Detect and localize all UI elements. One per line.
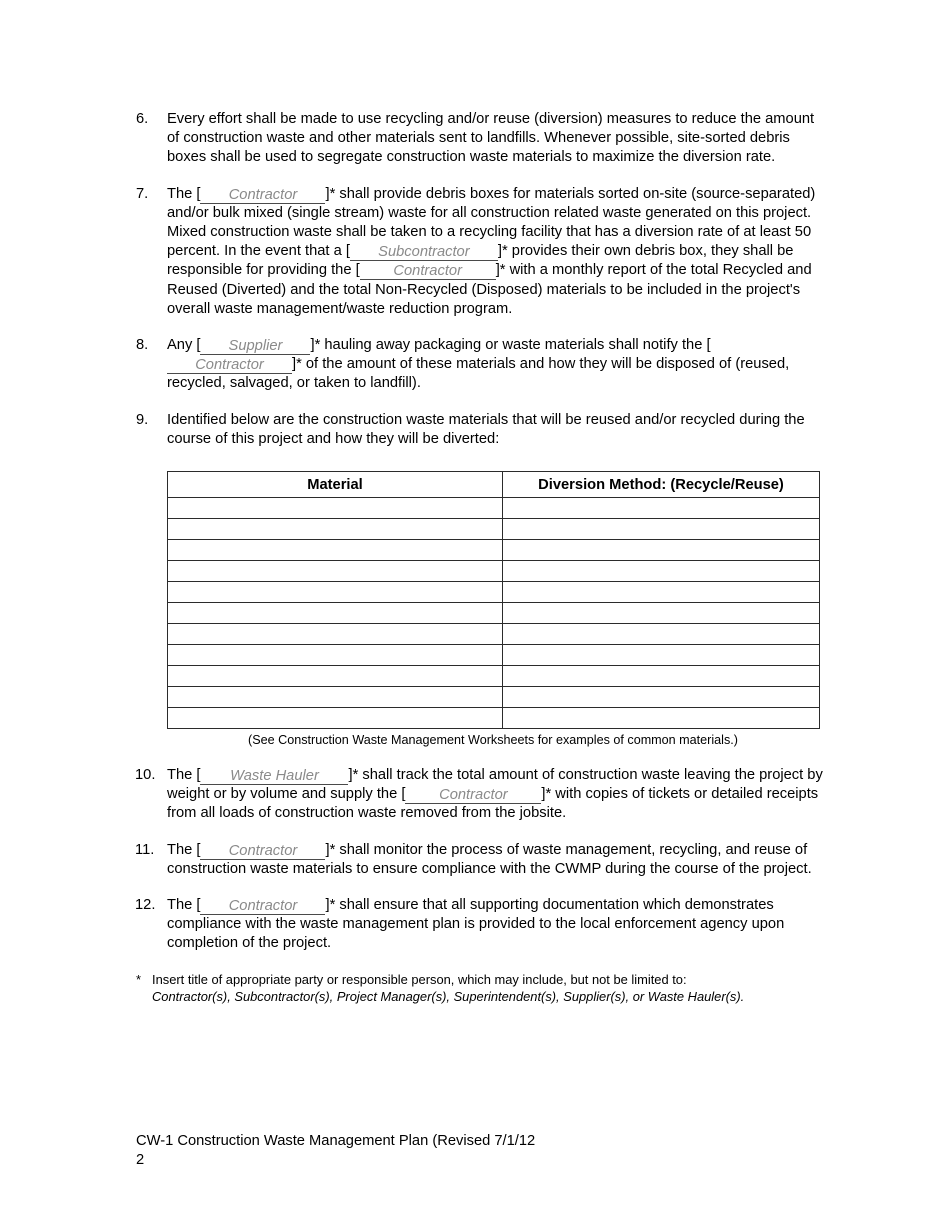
- footnote-line-1: Insert title of appropriate party or responsible person, which may include, but not be limited to:: [152, 971, 687, 987]
- clause-number: 11.: [135, 841, 155, 858]
- table-row: [168, 645, 820, 666]
- clause-text: ]* with copies of tickets or detailed receipts from all loads of construction waste removed from the jobsite.: [167, 786, 819, 822]
- fill-in-blank-contractor[interactable]: Contractor: [167, 358, 292, 374]
- clause-text: Every effort shall be made to use recycling and/or reuse (diversion) measures to reduce the amount of construction waste and other materials sent to landfills. Whenever possible, site-sorted debris boxes shall be used to segregate construction waste materials to maximize the diversion rate.: [167, 111, 815, 166]
- fill-in-blank-subcontractor[interactable]: Subcontractor: [350, 245, 498, 261]
- cell-material[interactable]: [168, 540, 503, 561]
- fill-in-blank-waste-hauler[interactable]: Waste Hauler: [200, 769, 348, 785]
- materials-table-wrapper: [167, 471, 819, 729]
- clause-11: [136, 841, 826, 879]
- clause-number: 7.: [136, 185, 149, 202]
- cell-diversion-method[interactable]: [503, 687, 820, 708]
- clause-8: [136, 336, 826, 394]
- cell-diversion-method[interactable]: [503, 645, 820, 666]
- clause-number: 10.: [135, 767, 156, 784]
- cell-material[interactable]: [168, 603, 503, 624]
- table-row: [168, 708, 820, 729]
- cell-material[interactable]: [168, 519, 503, 540]
- clause-text: ]* provides their own debris box, they shall be responsible for providing the [: [167, 243, 794, 279]
- cell-diversion-method[interactable]: [503, 561, 820, 582]
- clause-text: Any [: [167, 337, 201, 354]
- clause-body: [167, 111, 814, 165]
- table-header-row: [168, 472, 820, 498]
- clause-text: ]* shall ensure that all supporting documentation which demonstrates compliance with the waste management plan is provided to the local enforcement agency upon completion of the project.: [167, 897, 785, 952]
- cell-material[interactable]: [168, 498, 503, 519]
- clause-text: ]* with a monthly report of the total Recycled and Reused (Diverted) and the total Non-Recycled (Disposed) materials to be included in the project's overall waste management/waste reduction program.: [167, 262, 812, 317]
- clause-number: 6.: [136, 111, 149, 127]
- page-footer: [136, 1132, 836, 1170]
- cell-material[interactable]: [168, 666, 503, 687]
- fill-in-blank-contractor[interactable]: Contractor: [200, 899, 325, 915]
- cell-diversion-method[interactable]: [503, 666, 820, 687]
- clause-text: ]* shall track the total amount of construction waste leaving the project by weight or by volume and supply the [: [167, 767, 823, 803]
- clause-text: ]* of the amount of these materials and how they will be disposed of (reused, recycled, salvaged, or taken to landfill).: [167, 356, 790, 392]
- cell-diversion-method[interactable]: [503, 624, 820, 645]
- footnote-marker: *: [136, 971, 142, 987]
- cell-material[interactable]: [168, 624, 503, 645]
- clause-text: The [: [167, 767, 201, 784]
- clause-12: [136, 896, 826, 954]
- clause-10: [136, 766, 826, 824]
- clause-9: [136, 411, 826, 449]
- clause-body: [167, 186, 815, 317]
- fill-in-blank-contractor[interactable]: Contractor: [405, 788, 541, 804]
- clause-body: [167, 337, 789, 391]
- cell-material[interactable]: [168, 561, 503, 582]
- table-row: [168, 666, 820, 687]
- clause-text: Identified below are the construction waste materials that will be reused and/or recycled during the course of this project and how they will be diverted:: [167, 411, 805, 447]
- cell-diversion-method[interactable]: [503, 708, 820, 729]
- fill-in-blank-supplier[interactable]: Supplier: [200, 339, 310, 355]
- clause-text: ]* shall provide debris boxes for materials sorted on-site (source-separated) and/or bulk mixed (single stream) waste for all construction related waste generated on this project. Mixed construction waste shall be taken to a recycling facility that has a diversion rate of at least 50 percent. In the event that a [: [167, 185, 816, 260]
- table-row: [168, 624, 820, 645]
- clause-6: [136, 110, 826, 168]
- clause-number: 12.: [135, 897, 156, 914]
- footnote-line-2: Contractor(s), Subcontractor(s), Project Manager(s), Superintendent(s), Supplier(s), or Waste Hauler(s).: [152, 988, 745, 1004]
- clause-7: [136, 185, 826, 319]
- cell-diversion-method[interactable]: [503, 582, 820, 603]
- cell-material[interactable]: [168, 687, 503, 708]
- clause-number: 8.: [136, 337, 149, 354]
- materials-table: [167, 471, 820, 729]
- table-row: [168, 498, 820, 519]
- clause-number: 9.: [136, 411, 149, 428]
- page-content: [136, 110, 826, 1005]
- fill-in-blank-contractor[interactable]: Contractor: [200, 188, 325, 204]
- clause-list-lower: [136, 766, 826, 954]
- cell-diversion-method[interactable]: [503, 540, 820, 561]
- materials-table-caption: (See Construction Waste Management Worksheets for examples of common materials.): [248, 733, 738, 748]
- clause-body: [167, 842, 812, 877]
- fill-in-blank-contractor[interactable]: Contractor: [200, 844, 325, 860]
- footer-title: CW-1 Construction Waste Management Plan (Revised 7/1/12: [136, 1133, 536, 1149]
- footnote: [136, 971, 826, 1005]
- clause-text: ]* hauling away packaging or waste materials shall notify the [: [310, 337, 711, 354]
- cell-material[interactable]: [168, 582, 503, 603]
- table-row: [168, 519, 820, 540]
- table-row: [168, 582, 820, 603]
- table-row: [168, 561, 820, 582]
- clause-body: [167, 897, 784, 951]
- clause-body: [167, 412, 805, 447]
- fill-in-blank-contractor[interactable]: Contractor: [360, 264, 496, 280]
- column-header-diversion-method: Diversion Method: (Recycle/Reuse): [503, 472, 820, 498]
- cell-diversion-method[interactable]: [503, 498, 820, 519]
- cell-material[interactable]: [168, 708, 503, 729]
- cell-diversion-method[interactable]: [503, 519, 820, 540]
- clause-text: The [: [167, 841, 201, 858]
- column-header-material: Material: [168, 472, 503, 498]
- cell-material[interactable]: [168, 645, 503, 666]
- clause-body: [167, 767, 823, 821]
- materials-table-body: [168, 498, 820, 729]
- footer-page-number: 2: [136, 1152, 145, 1168]
- table-row: [168, 540, 820, 561]
- cell-diversion-method[interactable]: [503, 603, 820, 624]
- clause-text: The [: [167, 185, 201, 202]
- clause-text: ]* shall monitor the process of waste management, recycling, and reuse of construction waste materials to ensure compliance with the CWMP during the course of the project.: [167, 841, 812, 877]
- clause-text: The [: [167, 897, 201, 914]
- table-row: [168, 603, 820, 624]
- clause-list-upper: [136, 110, 826, 449]
- table-row: [168, 687, 820, 708]
